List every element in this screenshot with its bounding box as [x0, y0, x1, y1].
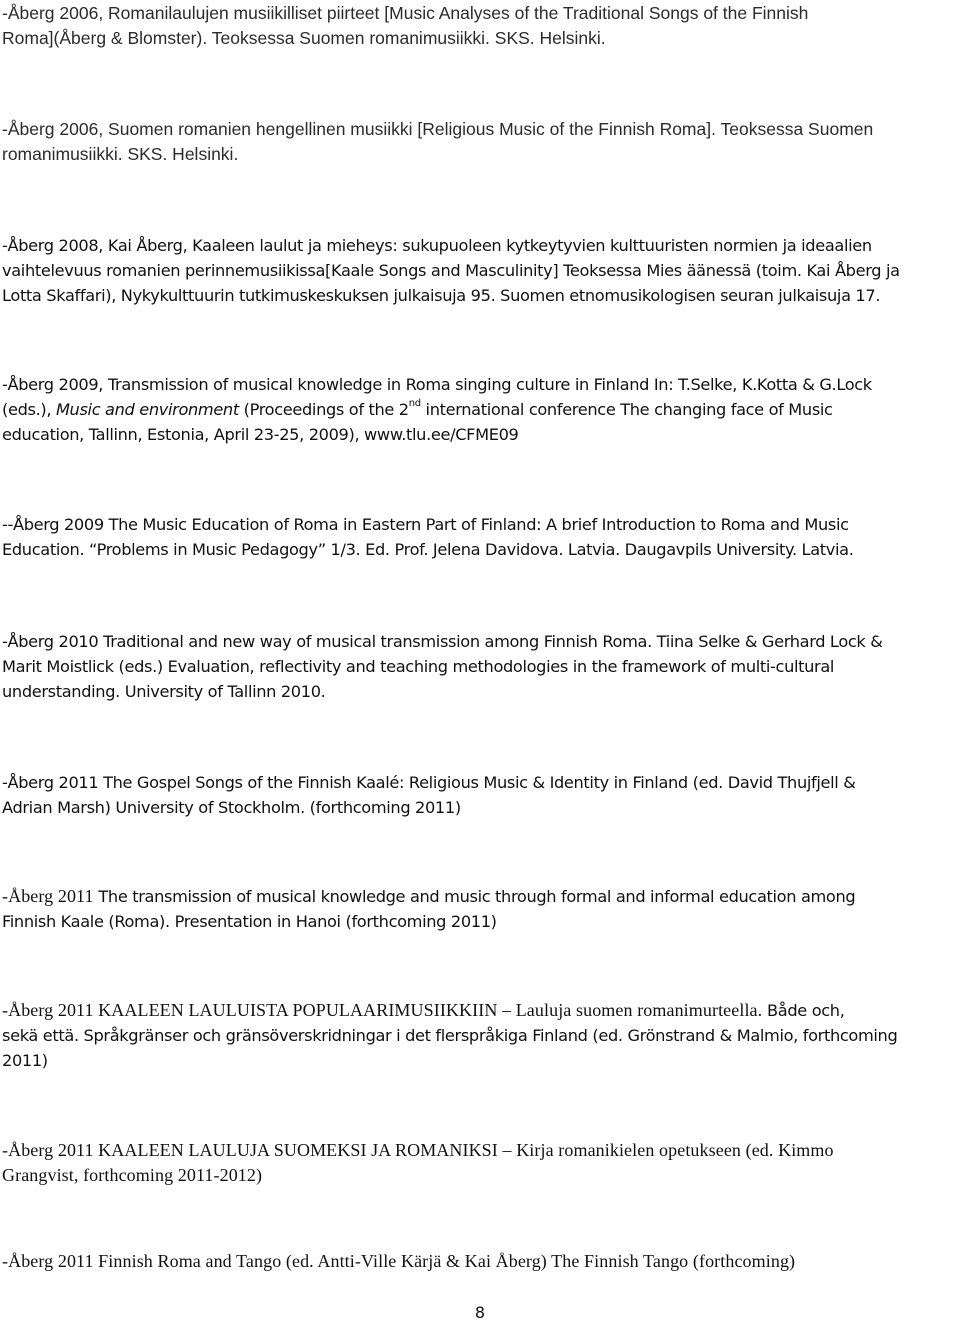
entry-line: sekä että. Språkgränser och gränsöverskridningar i det flerspråkiga Finland (ed. Grönstrand & Malmio, forthcoming: [2, 1026, 898, 1045]
entry-text: The transmission of musical knowledge and music through formal and informal education among: [93, 887, 856, 906]
bibliography-entry: [2, 117, 958, 167]
entry-line: [2, 998, 958, 1023]
bibliography-entry: [2, 1138, 958, 1188]
entry-text: Både och,: [762, 1001, 845, 1020]
bibliography-entry: [2, 1, 958, 51]
entry-line: education, Tallinn, Estonia, April 23-25, 2009), www.tlu.ee/CFME09: [2, 425, 519, 444]
bibliography-entry: [2, 629, 958, 704]
entry-line: 2011): [2, 1051, 48, 1070]
bibliography-entry: [2, 884, 958, 934]
entry-line: Education. “Problems in Music Pedagogy” 1/3. Ed. Prof. Jelena Davidova. Latvia. Daugavpils University. Latvia.: [2, 540, 854, 559]
entry-line: understanding. University of Tallinn 2010.: [2, 682, 326, 701]
bibliography-entry: [2, 372, 958, 447]
entry-line: -Åberg 2006, Romanilaulujen musiikilliset piirteet [Music Analyses of the Traditional Songs of the Finnish: [2, 3, 809, 23]
entry-serif-text: -Åberg 2011 KAALEEN LAULUISTA POPULAARIMUSIIKKIIN – Lauluja suomen romanimurteella.: [2, 1000, 763, 1020]
entry-line: Lotta Skaffari), Nykykulttuurin tutkimuskeskuksen julkaisuja 95. Suomen etnomusikologisen seuran julkaisuja 17.: [2, 286, 881, 305]
page-number: 8: [474, 1303, 486, 1322]
entry-line: Adrian Marsh) University of Stockholm. (forthcoming 2011): [2, 798, 461, 817]
entry-line: -Åberg 2008, Kai Åberg, Kaaleen laulut ja mieheys: sukupuoleen kytkeytyvien kulttuuristen normien ja ideaalien: [2, 236, 872, 255]
entry-line: -Åberg 2011 Finnish Roma and Tango (ed. Antti-Ville Kärjä & Kai Åberg) The Finnish Tango (forthcoming): [2, 1251, 796, 1271]
entry-line: Marit Moistlick (eds.) Evaluation, reflectivity and teaching methodologies in the framework of multi-cultural: [2, 657, 835, 676]
bibliography-entry: [2, 512, 958, 562]
ordinal-suffix: nd: [408, 398, 421, 409]
entry-line: romanimusiikki. SKS. Helsinki.: [2, 144, 239, 164]
entry-line: Grangvist, forthcoming 2011-2012): [2, 1165, 263, 1185]
bibliography-entry: [2, 770, 958, 820]
bibliography-entry: [2, 233, 958, 308]
eds-text: (eds.),: [2, 400, 56, 419]
proceedings-text: (Proceedings of the 2: [238, 400, 409, 419]
entry-line: -Åberg 2011 The Gospel Songs of the Finnish Kaalé: Religious Music & Identity in Finland (ed. David Thujfjell &: [2, 773, 856, 792]
entry-line: --Åberg 2009 The Music Education of Roma in Eastern Part of Finland: A brief Introduction to Roma and Music: [2, 515, 849, 534]
book-title: Music and environment: [55, 400, 239, 419]
conference-text: international conference The changing face of Music: [420, 400, 833, 419]
entry-line: vaihtelevuus romanien perinnemusiikissa[Kaale Songs and Masculinity] Teoksessa Mies äänessä (toim. Kai Åberg ja: [2, 261, 900, 280]
bibliography-entry: [2, 1249, 958, 1274]
entry-line: Roma](Åberg & Blomster). Teoksessa Suomen romanimusiikki. SKS. Helsinki.: [2, 28, 606, 48]
entry-line: -Åberg 2009, Transmission of musical knowledge in Roma singing culture in Finland In: T.Selke, K.Kotta & G.Lock: [2, 375, 872, 394]
entry-line: [2, 884, 958, 909]
entry-line: -Åberg 2011 KAALEEN LAULUJA SUOMEKSI JA ROMANIKSI – Kirja romanikielen opetukseen (ed. Kimmo: [2, 1140, 834, 1160]
entry-line: -Åberg 2010 Traditional and new way of musical transmission among Finnish Roma. Tiina Selke & Gerhard Lock &: [2, 632, 883, 651]
entry-line: [2, 397, 958, 422]
entry-line: Finnish Kaale (Roma). Presentation in Hanoi (forthcoming 2011): [2, 912, 497, 931]
bibliography-entry: [2, 998, 958, 1073]
entry-line: -Åberg 2006, Suomen romanien hengellinen musiikki [Religious Music of the Finnish Roma]. Teoksessa Suomen: [2, 119, 874, 139]
entry-prefix: -Åberg 2011: [2, 886, 94, 906]
